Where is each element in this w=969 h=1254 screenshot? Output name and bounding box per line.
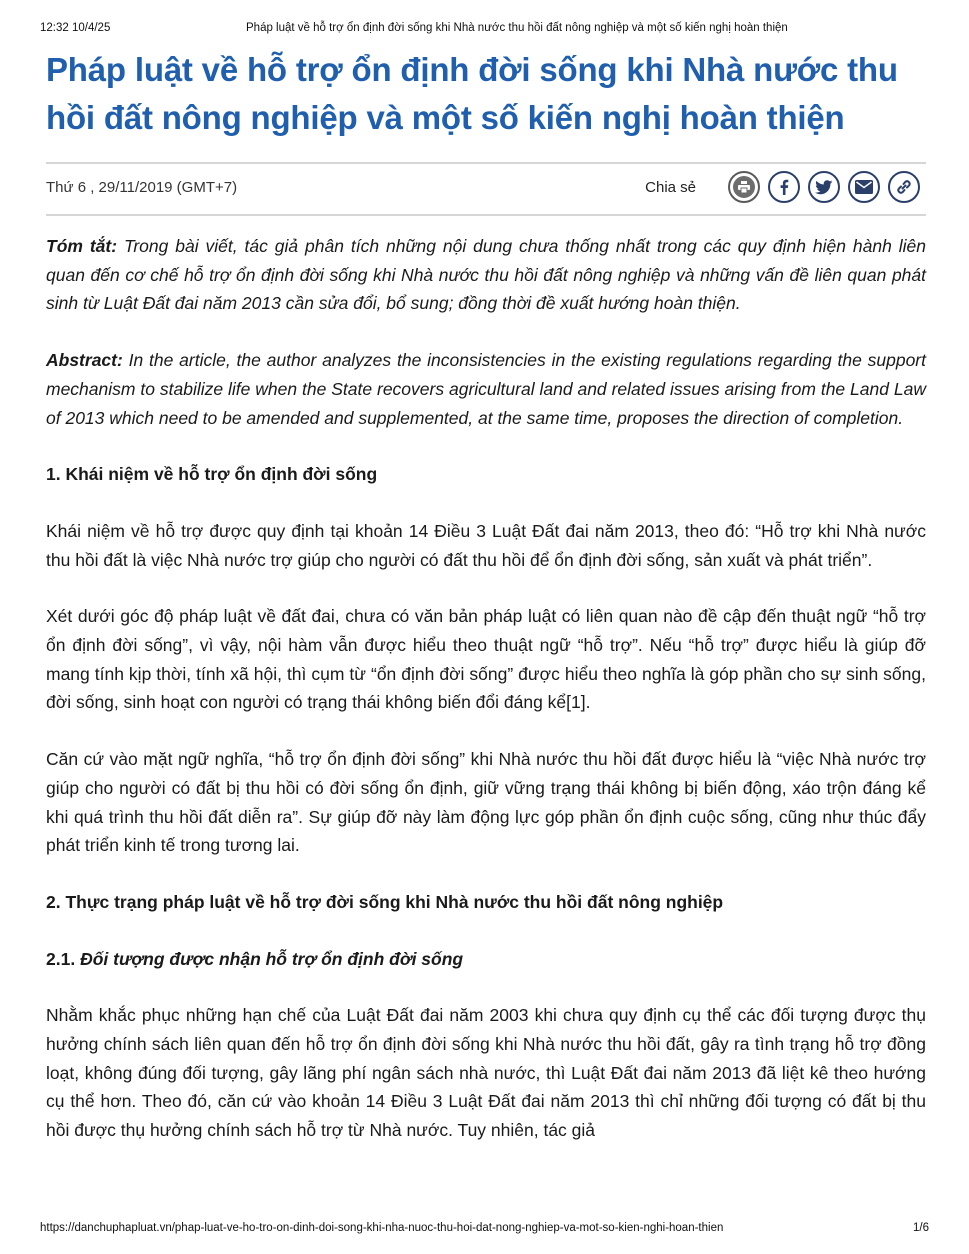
- article-date: Thứ 6 , 29/11/2019 (GMT+7): [46, 179, 238, 196]
- facebook-icon: [777, 179, 791, 195]
- paragraph-4: Nhằm khắc phục những hạn chế của Luật Đất đai năm 2003 khi chưa quy định cụ thể các đối tượng được thụ hưởng chính sách liên quan đến hỗ trợ ổn định đời sống khi Nhà nước thu hồi đất, gây ra tình trạng hỗ trợ đồng loạt, không đúng đối tượng, gây lãng phí ngân sách nhà nước, thì Luật Đất đai năm 2013 đã liệt kê theo hướng cụ thể hơn. Theo đó, căn cứ vào khoản 14 Điều 3 Luật Đất đai năm 2013 thì chỉ những đối tượng có đất bị thu hồi được thụ hưởng chính sách hỗ trợ từ Nhà nước. Tuy nhiên, tác giả: [46, 1005, 926, 1141]
- copy-link-button[interactable]: [888, 171, 920, 203]
- abstract-paragraph: [46, 346, 926, 432]
- facebook-share-button[interactable]: [768, 171, 800, 203]
- paragraph-1: Khái niệm về hỗ trợ được quy định tại khoản 14 Điều 3 Luật Đất đai năm 2013, theo đó: “Hỗ trợ khi Nhà nước thu hồi đất là việc Nhà nước trợ giúp cho người có đất thu hồi để ổn định đời sống, sản xuất và phát triển”.: [46, 520, 926, 570]
- abstract-text: In the article, the author analyzes the inconsistencies in the existing regulations regarding the support mechanism to stabilize life when the State recovers agricultural land and related issues arising from the Land Law of 2013 which need to be amended and supplemented, at the same time, proposes the direction of completion.: [46, 350, 926, 428]
- article-title: Pháp luật về hỗ trợ ổn định đời sống khi Nhà nước thu hồi đất nông nghiệp và một số kiến nghị hoàn thiện: [46, 51, 898, 136]
- print-footer: [40, 1222, 929, 1238]
- paragraph-2: Xét dưới góc độ pháp luật về đất đai, chưa có văn bản pháp luật có liên quan nào đề cập đến thuật ngữ “hỗ trợ ổn định đời sống”, vì vậy, nội hàm vẫn được hiểu theo thuật ngữ “hỗ trợ”. Nếu “hỗ trợ” được hiểu là giúp đỡ mang tính kịp thời, tính xã hội, thì cụm từ “ổn định đời sống” được hiểu theo nghĩa là góp phần cho sự sinh sống, đời sống, sinh hoạt con người có trạng thái không biến đổi đáng kể[1].: [46, 606, 926, 713]
- link-icon: [895, 178, 913, 196]
- page-number: 1/6: [913, 1222, 929, 1234]
- print-icon: [737, 180, 751, 194]
- section-heading-2-1-number: 2.1.: [46, 948, 81, 969]
- summary-text: Trong bài viết, tác giả phân tích những nội dung chưa thống nhất trong các quy định hiện hành liên quan đến cơ chế hỗ trợ ổn định đời sống khi Nhà nước thu hồi đất nông nghiệp và những vấn đề liên quan phát sinh từ Luật Đất đai năm 2013 cần sửa đổi, bổ sung; đồng thời đề xuất hướng hoàn thiện.: [46, 236, 926, 314]
- section-heading-2: 2. Thực trạng pháp luật về hỗ trợ đời sống khi Nhà nước thu hồi đất nông nghiệp: [46, 891, 724, 912]
- section-heading-2-1: [46, 945, 926, 974]
- print-header: [40, 22, 929, 38]
- summary-paragraph: [46, 232, 926, 318]
- twitter-icon: [815, 180, 833, 195]
- article-body: [46, 232, 926, 1145]
- print-doc-title: Pháp luật về hỗ trợ ổn định đời sống khi Nhà nước thu hồi đất nông nghiệp và một số kiến nghị hoàn thiện: [246, 22, 788, 34]
- print-url: https://danchuphapluat.vn/phap-luat-ve-ho-tro-on-dinh-doi-song-khi-nha-nuoc-thu-hoi-dat-nong-nghiep-va-mot-so-kien-nghi-hoan-thien: [40, 1222, 724, 1234]
- paragraph-3: Căn cứ vào mặt ngữ nghĩa, “hỗ trợ ổn định đời sống” khi Nhà nước thu hồi đất được hiểu là “việc Nhà nước trợ giúp cho người có đất bị thu hồi có đời sống ổn định, giữ vững trạng thái không bị biến động, xáo trộn đáng kể khi quá trình thu hồi đất diễn ra”. Sự giúp đỡ này làm động lực góp phần ổn định cuộc sống, cũng như thúc đẩy phát triển kinh tế trong tương lai.: [46, 749, 926, 856]
- section-heading-2-1-text: Đối tượng được nhận hỗ trợ ổn định đời sống: [80, 948, 464, 969]
- print-timestamp: 12:32 10/4/25: [40, 22, 111, 34]
- section-heading-1: 1. Khái niệm về hỗ trợ ổn định đời sống: [46, 464, 378, 485]
- abstract-label: Abstract:: [46, 350, 123, 371]
- email-icon: [855, 180, 873, 194]
- article: [46, 46, 926, 1173]
- print-button[interactable]: [728, 171, 760, 203]
- twitter-share-button[interactable]: [808, 171, 840, 203]
- email-share-button[interactable]: [848, 171, 880, 203]
- meta-bar: [46, 162, 926, 216]
- share-bar: [645, 171, 920, 203]
- summary-label: Tóm tắt:: [46, 236, 118, 256]
- share-label: Chia sẻ: [645, 178, 696, 196]
